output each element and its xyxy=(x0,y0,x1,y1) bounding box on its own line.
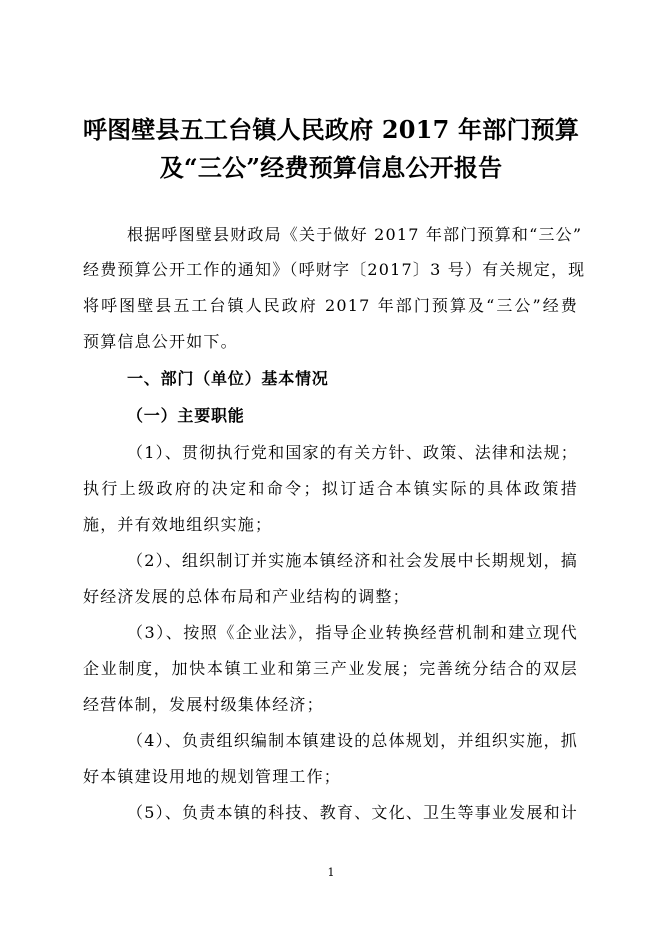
intro-line-1: 根据呼图壁县财政局《关于做好 2017 年部门预算和“三公” xyxy=(127,225,583,244)
intro-line-3: 将呼图壁县五工台镇人民政府 2017 年部门预算及“三公”经费 xyxy=(83,296,578,315)
document-title-line-2: 及“三公”经费预算信息公开报告 xyxy=(159,153,503,182)
duty-line-9: （4）、负责组织编制本镇建设的总体规划，并组织实施，抓 xyxy=(127,731,578,750)
duty-line-2: 执行上级政府的决定和命令；拟订适合本镇实际的具体政策措 xyxy=(83,479,578,498)
duty-line-8: 经营体制，发展村级集体经济； xyxy=(83,695,324,714)
section-heading-basic-info: 一、部门（单位）基本情况 xyxy=(127,369,329,388)
duty-line-3: 施，并有效地组织实施； xyxy=(83,515,273,534)
duty-line-11: （5）、负责本镇的科技、教育、文化、卫生等事业发展和计 xyxy=(127,803,578,822)
subsection-heading-main-duties: （一）主要职能 xyxy=(127,406,245,425)
duty-line-1: （1）、贯彻执行党和国家的有关方针、政策、法律和法规； xyxy=(127,443,578,462)
duty-line-6: （3）、按照《企业法》，指导企业转换经营机制和建立现代 xyxy=(127,623,578,642)
duty-line-7: 企业制度，加快本镇工业和第三产业发展；完善统分结合的双层 xyxy=(83,659,578,678)
page-number: 1 xyxy=(327,866,335,879)
duty-line-10: 好本镇建设用地的规划管理工作； xyxy=(83,767,342,786)
document-title-line-1: 呼图壁县五工台镇人民政府 2017 年部门预算 xyxy=(82,115,580,144)
duty-line-4: （2）、组织制订并实施本镇经济和社会发展中长期规划，搞 xyxy=(127,551,578,570)
intro-line-2: 经费预算公开工作的通知》（呼财字〔2017〕3 号）有关规定，现 xyxy=(83,260,586,279)
duty-line-5: 好经济发展的总体布局和产业结构的调整； xyxy=(83,587,410,606)
intro-line-4: 预算信息公开如下。 xyxy=(83,332,238,351)
